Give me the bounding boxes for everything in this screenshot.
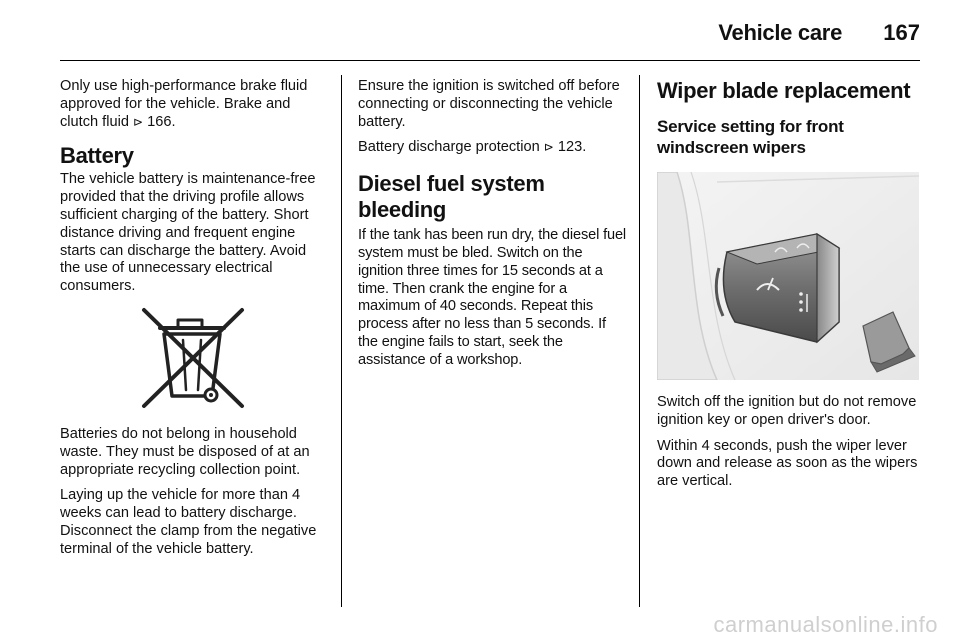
within-seconds-paragraph: Within 4 seconds, push the wiper lever down and release as soon as the wipers are vertical. (657, 437, 918, 490)
page-ref-link[interactable]: 123. (553, 139, 587, 156)
column-divider-2 (639, 75, 640, 607)
page-number: 167 (883, 20, 920, 45)
protection-paragraph: Battery discharge protection ⊳ 123. (358, 139, 587, 156)
service-setting-heading: Service setting for front windscreen wipers (657, 117, 844, 157)
column-3 (657, 78, 925, 499)
wiper-heading: Wiper blade replacement (657, 78, 911, 103)
column-2 (358, 78, 628, 378)
diesel-heading: Diesel fuel system bleeding (358, 171, 545, 223)
switch-off-paragraph: Switch off the ignition but do not remove ignition key or open driver's door. (657, 394, 917, 428)
battery-heading: Battery (60, 143, 134, 169)
column-1 (60, 78, 328, 567)
crossed-out-wheelie-bin-icon (60, 304, 328, 412)
laying-up-paragraph: Laying up the vehicle for more than 4 weeks can lead to battery discharge. Disconnect the clamp from the negative terminal of the vehicle battery. (60, 487, 317, 557)
footer-watermark: carmanualsonline.info (713, 612, 938, 637)
disposal-paragraph: Batteries do not belong in household waste. They must be disposed of at an appropriate recycling collection point. (60, 425, 310, 478)
column-divider-1 (341, 75, 342, 607)
diesel-paragraph: If the tank has been run dry, the diesel fuel system must be bled. Switch on the ignition three times for 15 seconds at a time. Then crank the engine for a maximum of 40 seconds. Repeat this process after no less than 5 seconds. If the engine fails to start, seek the assistance of a workshop. (358, 227, 627, 368)
battery-paragraph: The vehicle battery is maintenance-free provided that the driving profile allows sufficient charging of the battery. Short distance driving and frequent engine starts can discharge the battery. Avoid the use of unnecessary electrical consumers. (60, 171, 316, 295)
page-ref-arrow-icon: ⊳ (543, 140, 554, 155)
brake-fluid-paragraph: Only use high-performance brake fluid approved for the vehicle. Brake and clutch fluid ⊳ 166. (60, 78, 308, 130)
page-header-title: Vehicle care (718, 20, 842, 45)
header-rule (60, 60, 920, 61)
page-ref-arrow-icon: ⊳ (133, 114, 144, 129)
page-ref-link[interactable]: 166. (143, 113, 176, 130)
wiper-lever-illustration (657, 172, 919, 380)
ignition-paragraph: Ensure the ignition is switched off before connecting or disconnecting the vehicle battery. (358, 78, 620, 130)
